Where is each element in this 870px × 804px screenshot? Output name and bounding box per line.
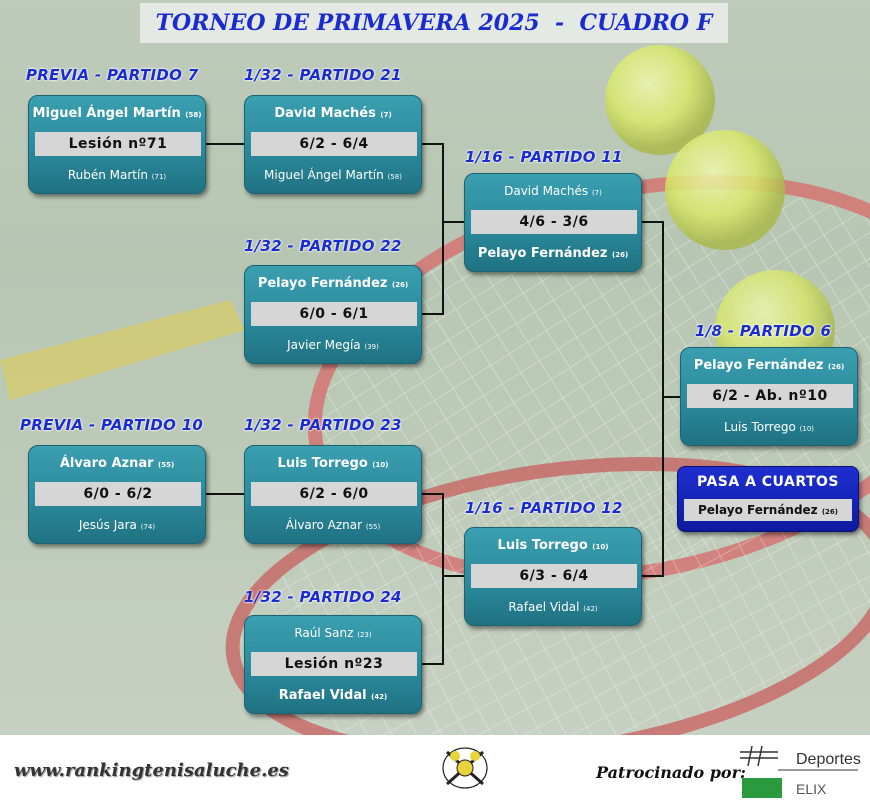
match-card-1-32-21[interactable] <box>244 95 422 194</box>
match-score: 6/0 - 6/1 <box>251 302 417 326</box>
connector <box>642 221 664 223</box>
sponsor-label: Patrocinado por: <box>596 763 746 782</box>
connector <box>662 221 664 577</box>
match-card-previa-7[interactable] <box>28 95 206 194</box>
winner-name: David Machés (7) <box>274 106 392 121</box>
loser-name: Javier Megía (39) <box>287 338 379 352</box>
match-card-previa-10[interactable] <box>28 445 206 544</box>
title-banner <box>140 3 728 43</box>
advance-label: PASA A CUARTOS <box>696 474 840 490</box>
match-card-1-8-6[interactable] <box>680 347 858 446</box>
header-previa-10: PREVIA - PARTIDO 10 <box>20 416 204 434</box>
header-previa-7: PREVIA - PARTIDO 7 <box>26 66 199 84</box>
connector <box>206 493 244 495</box>
winner-name: Luis Torrego (10) <box>497 538 609 553</box>
website-link[interactable]: www.rankingtenisaluche.es <box>14 760 289 781</box>
match-card-1-32-24[interactable] <box>244 615 422 714</box>
connector <box>422 493 444 495</box>
connector <box>442 575 464 577</box>
loser-name: Luis Torrego (10) <box>723 420 815 434</box>
connector <box>422 313 444 315</box>
loser-name: Rubén Martín (71) <box>67 168 167 182</box>
match-score: 6/0 - 6/2 <box>35 482 201 506</box>
match-card-1-16-12[interactable] <box>464 527 642 626</box>
connector <box>662 396 680 398</box>
winner-name: Pelayo Fernández (26) <box>477 246 629 261</box>
connector <box>442 221 464 223</box>
connector <box>442 143 444 315</box>
ranking-tenis-aluche-logo <box>425 740 505 802</box>
winner-name: Luis Torrego (10) <box>277 456 389 471</box>
header-1-32-23: 1/32 - PARTIDO 23 <box>244 416 402 434</box>
match-score: 6/2 - 6/4 <box>251 132 417 156</box>
connector <box>442 493 444 665</box>
match-score: 6/2 - Ab. nº10 <box>687 384 853 408</box>
connector <box>206 143 244 145</box>
winner-name: Miguel Ángel Martín (58) <box>32 106 202 121</box>
loser-name: Rafael Vidal (42) <box>508 600 598 614</box>
connector <box>422 663 444 665</box>
match-score: 6/2 - 6/0 <box>251 482 417 506</box>
loser-name: David Machés (7) <box>504 184 602 198</box>
header-1-16-11: 1/16 - PARTIDO 11 <box>465 148 623 166</box>
winner-name: Álvaro Aznar (55) <box>59 456 175 471</box>
header-1-32-24: 1/32 - PARTIDO 24 <box>244 588 402 606</box>
loser-name: Jesús Jara (74) <box>78 518 156 532</box>
winner-name: Rafael Vidal (42) <box>278 688 388 703</box>
page-title: TORNEO DE PRIMAVERA 2025 - CUADRO F <box>155 10 713 36</box>
match-score: 4/6 - 3/6 <box>471 210 637 234</box>
match-card-1-32-23[interactable] <box>244 445 422 544</box>
winner-name: Pelayo Fernández (26) <box>693 358 845 373</box>
connector <box>422 143 444 145</box>
loser-name: Raúl Sanz (23) <box>294 626 372 640</box>
deportes-elix-logo <box>738 742 862 802</box>
advance-to-quarterfinals-box[interactable] <box>677 466 859 532</box>
match-card-1-32-22[interactable] <box>244 265 422 364</box>
loser-name: Miguel Ángel Martín (58) <box>264 168 402 182</box>
header-1-32-21: 1/32 - PARTIDO 21 <box>244 66 402 84</box>
match-card-1-16-11[interactable] <box>464 173 642 272</box>
header-1-8-6: 1/8 - PARTIDO 6 <box>695 322 832 340</box>
match-score: Lesión nº71 <box>35 132 201 156</box>
sponsor-name: Deportes <box>796 751 861 768</box>
header-1-32-22: 1/32 - PARTIDO 22 <box>244 237 402 255</box>
loser-name: Álvaro Aznar (55) <box>285 518 381 532</box>
winner-name: Pelayo Fernández (26) <box>257 276 409 291</box>
header-1-16-12: 1/16 - PARTIDO 12 <box>465 499 623 517</box>
match-score: 6/3 - 6/4 <box>471 564 637 588</box>
advance-winner: Pelayo Fernández (26) <box>684 499 852 521</box>
match-score: Lesión nº23 <box>251 652 417 676</box>
connector <box>642 575 664 577</box>
sponsor-sub: ELIX <box>796 781 827 797</box>
